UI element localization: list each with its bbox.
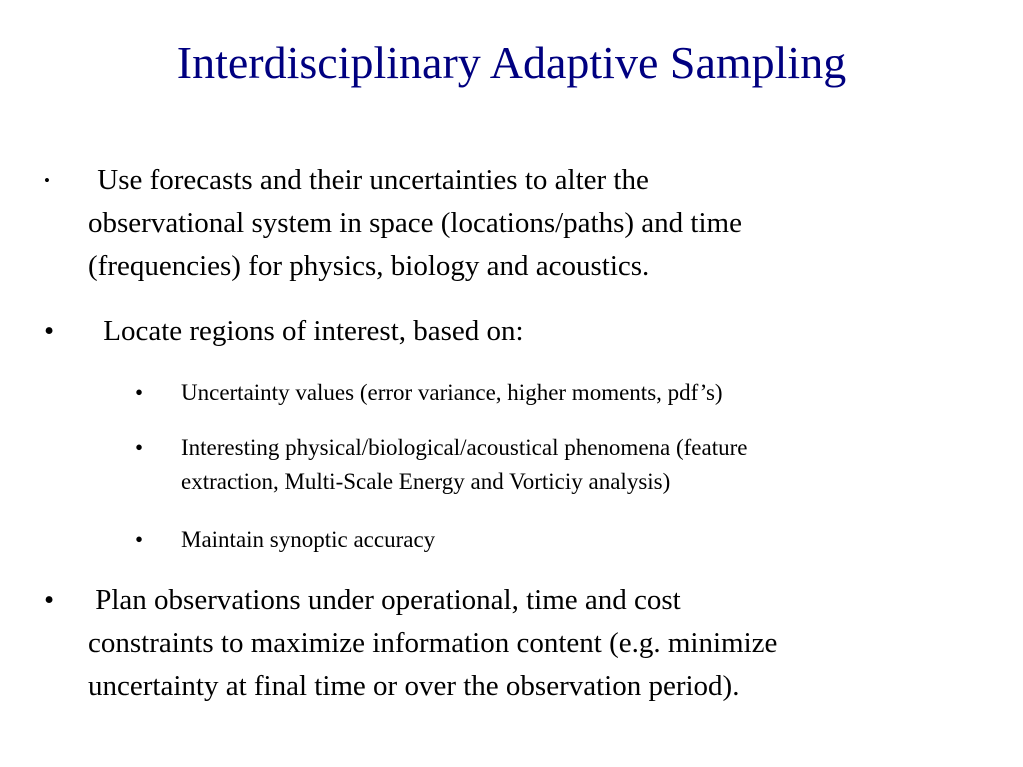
bullet-1-line-2: observational system in space (locations/paths) and time <box>88 207 742 239</box>
sub-bullet-2-marker: • <box>135 435 144 460</box>
bullet-3-line-2: constraints to maximize information content (e.g. minimize <box>88 627 778 659</box>
sub-bullet-2-line-2: extraction, Multi-Scale Energy and Vorticiy analysis) <box>181 469 671 494</box>
sub-bullet-3-marker: • <box>135 527 144 552</box>
bullet-1-marker: • <box>44 171 50 190</box>
bullet-2-line-1: Locate regions of interest, based on: <box>96 315 524 347</box>
bullet-3-line-3: uncertainty at final time or over the observation period). <box>88 670 740 702</box>
sub-bullet-1-marker: • <box>135 380 144 405</box>
bullet-1-line-1: Use forecasts and their uncertainties to alter the <box>90 164 649 196</box>
bullet-3-line-1: Plan observations under operational, time and cost <box>88 584 681 616</box>
sub-bullet-3-line-1: Maintain synoptic accuracy <box>181 527 436 552</box>
bullet-3 <box>44 579 998 708</box>
sub-bullet-3 <box>135 523 981 557</box>
sub-bullet-2 <box>135 431 981 499</box>
bullet-3-marker: • <box>44 584 55 616</box>
bullet-2-marker: • <box>44 315 55 347</box>
bullet-1 <box>44 159 988 288</box>
sub-bullet-1-line-1: Uncertainty values (error variance, higher moments, pdf’s) <box>181 380 723 405</box>
slide-title: Interdisciplinary Adaptive Sampling <box>176 37 847 88</box>
sub-bullet-2-line-1: Interesting physical/biological/acoustical phenomena (feature <box>181 435 748 460</box>
sub-bullet-1 <box>135 376 981 410</box>
bullet-2 <box>44 310 976 353</box>
bullet-1-line-3: (frequencies) for physics, biology and acoustics. <box>88 250 650 282</box>
